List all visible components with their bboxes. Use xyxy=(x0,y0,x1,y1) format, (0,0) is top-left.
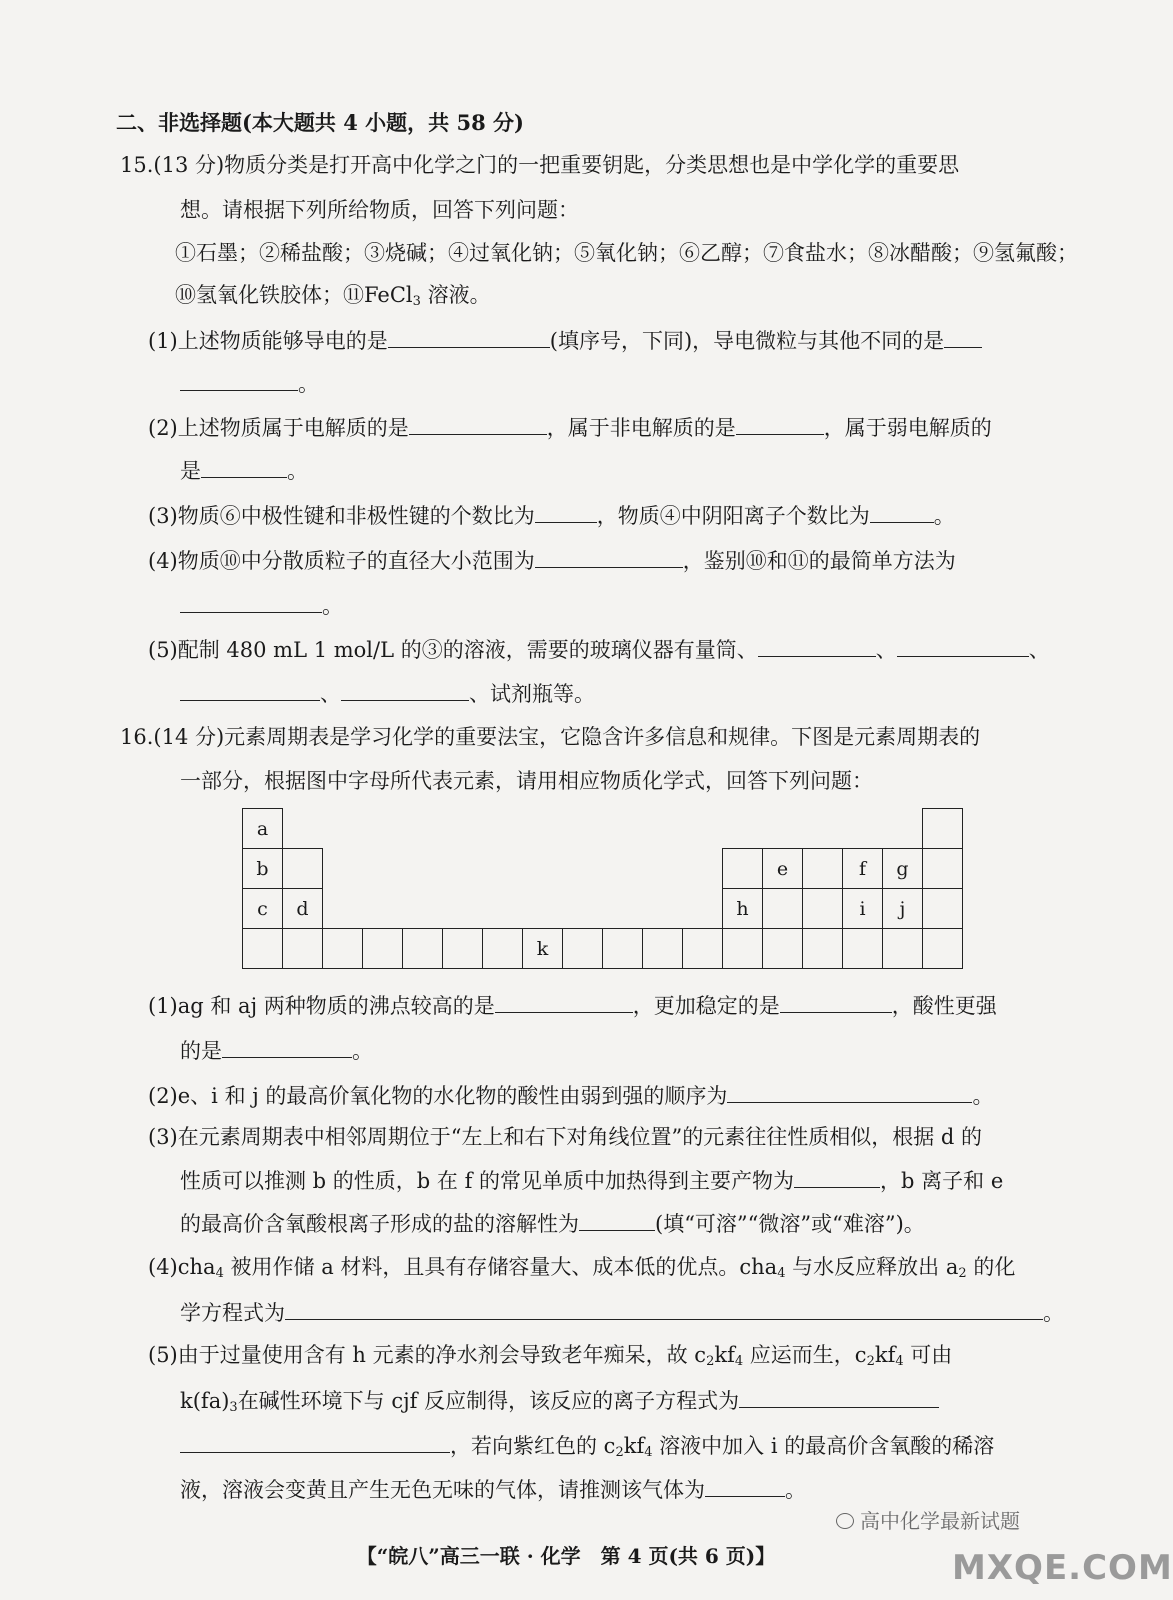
element-cell-c: c xyxy=(243,889,283,929)
q16-part5-cont2: ，若向紫红色的 $c_2kf_4$ 溶液中加入 i 的最高价含氧酸的稀溶 xyxy=(180,1430,994,1461)
q15-part4-cont: 。 xyxy=(180,590,343,621)
answer-blank[interactable] xyxy=(180,590,322,613)
answer-blank[interactable] xyxy=(388,325,550,348)
element-cell xyxy=(603,929,643,969)
answer-blank[interactable] xyxy=(780,990,892,1013)
answer-blank[interactable] xyxy=(180,1430,450,1453)
q16-part5: (5)由于过量使用含有 h 元素的净水剂会导致老年痴呆，故 $c_2kf_4$ 应运而生，$c_2kf_4$ 可由 xyxy=(148,1343,953,1369)
q16-part3: (3)在元素周期表中相邻周期位于“左上和右下对角线位置”的元素往往性质相似，根据 d 的 xyxy=(148,1125,983,1149)
q15-intro-line1: 15.(13 分)物质分类是打开高中化学之门的一把重要钥匙，分类思想也是中学化学的重要思 xyxy=(120,153,960,177)
wechat-icon xyxy=(836,1513,854,1529)
q15-part1: (1)上述物质能够导电的是 (填序号，下同)，导电微粒与其他不同的是 xyxy=(148,325,982,356)
element-cell-f: f xyxy=(843,849,883,889)
q15-part2-cont: 是 。 xyxy=(180,455,308,486)
answer-blank[interactable] xyxy=(495,990,633,1013)
q15-substance-list-line1: ①石墨；②稀盐酸；③烧碱；④过氧化钠；⑤氧化钠；⑥乙醇；⑦食盐水；⑧冰醋酸；⑨氢氟酸； xyxy=(175,241,1078,265)
element-cell xyxy=(843,929,883,969)
element-cell-e: e xyxy=(763,849,803,889)
q16-part5-cont3: 液，溶液会变黄且产生无色无味的气体，请推测该气体为 。 xyxy=(180,1474,806,1505)
element-cell xyxy=(883,929,923,969)
answer-blank[interactable] xyxy=(758,634,876,657)
answer-blank[interactable] xyxy=(705,1474,785,1497)
q16-part4-cont: 学方程式为 。 xyxy=(180,1297,1064,1328)
q15-substance-list-line2: ⑩氢氧化铁胶体；⑪FeCl$_3$ 溶液。 xyxy=(175,283,491,309)
element-cell-i: i xyxy=(843,889,883,929)
element-cell xyxy=(443,929,483,969)
q16-part3-cont1: 性质可以推测 b 的性质，b 在 f 的常见单质中加热得到主要产物为 ，b 离子和 e xyxy=(180,1165,1003,1196)
q15-part1-cont: 。 xyxy=(180,368,319,399)
q15-part5-cont: 、 、试剂瓶等。 xyxy=(180,678,595,709)
answer-blank[interactable] xyxy=(222,1035,352,1058)
element-cell xyxy=(723,929,763,969)
answer-blank[interactable] xyxy=(870,500,934,523)
element-cell xyxy=(403,929,443,969)
element-cell-k: k xyxy=(523,929,563,969)
answer-blank[interactable] xyxy=(944,325,982,348)
page-footer: 【“皖八”高三一联 · 化学 第 4 页(共 6 页)】 xyxy=(356,1544,776,1568)
answer-blank[interactable] xyxy=(535,500,597,523)
element-cell xyxy=(283,929,323,969)
q15-part2: (2)上述物质属于电解质的是 ，属于非电解质的是 ，属于弱电解质的 xyxy=(148,412,992,443)
q16-part4: (4)cha$_4$ 被用作储 a 材料，且具有存储容量大、成本低的优点。cha$_4$ 与水反应释放出 $a_2$ 的化 xyxy=(148,1255,1016,1281)
section-title: 二、非选择题(本大题共 4 小题，共 58 分) xyxy=(116,110,524,135)
q16-part2: (2)e、i 和 j 的最高价氧化物的水化物的酸性由弱到强的顺序为 。 xyxy=(148,1080,993,1111)
answer-blank[interactable] xyxy=(409,412,547,435)
element-cell-b: b xyxy=(243,849,283,889)
answer-blank[interactable] xyxy=(727,1080,972,1103)
q15-part3: (3)物质⑥中极性键和非极性键的个数比为 ，物质④中阴阳离子个数比为 。 xyxy=(148,500,955,531)
answer-blank[interactable] xyxy=(341,678,469,701)
element-cell xyxy=(483,929,523,969)
element-cell-g: g xyxy=(883,849,923,889)
answer-blank[interactable] xyxy=(794,1165,880,1188)
q16-part5-cont1: $k(fa)_3$在碱性环境下与 cjf 反应制得，该反应的离子方程式为 xyxy=(180,1385,939,1416)
element-cell xyxy=(923,809,963,849)
element-cell xyxy=(803,929,843,969)
element-cell xyxy=(763,929,803,969)
element-cell-d: d xyxy=(283,889,323,929)
element-cell xyxy=(923,929,963,969)
answer-blank[interactable] xyxy=(180,678,320,701)
element-cell xyxy=(803,889,843,929)
q15-part4: (4)物质⑩中分散质粒子的直径大小范围为 ，鉴别⑩和⑪的最简单方法为 xyxy=(148,545,956,576)
element-cell xyxy=(923,889,963,929)
q15-part5: (5)配制 480 mL 1 mol/L 的③的溶液，需要的玻璃仪器有量筒、 、 、 xyxy=(148,634,1050,665)
watermark-label: 高中化学最新试题 xyxy=(836,1505,1020,1534)
element-cell xyxy=(563,929,603,969)
q16-part1-cont: 的是 。 xyxy=(180,1035,373,1066)
element-cell xyxy=(643,929,683,969)
answer-blank[interactable] xyxy=(736,412,824,435)
answer-blank[interactable] xyxy=(180,368,298,391)
element-cell xyxy=(923,849,963,889)
element-cell xyxy=(363,929,403,969)
element-cell xyxy=(323,929,363,969)
answer-blank[interactable] xyxy=(535,545,683,568)
element-cell xyxy=(243,929,283,969)
q16-intro-line2: 一部分，根据图中字母所代表元素，请用相应物质化学式，回答下列问题： xyxy=(180,769,873,793)
element-cell-a: a xyxy=(243,809,283,849)
element-cell xyxy=(283,849,323,889)
element-cell-j: j xyxy=(883,889,923,929)
answer-blank[interactable] xyxy=(285,1297,1043,1320)
watermark-site: MXQE.COM xyxy=(952,1548,1173,1588)
element-cell xyxy=(683,929,723,969)
element-cell xyxy=(803,849,843,889)
answer-blank[interactable] xyxy=(739,1385,939,1408)
q16-part1: (1)ag 和 aj 两种物质的沸点较高的是 ，更加稳定的是 ，酸性更强 xyxy=(148,990,997,1021)
answer-blank[interactable] xyxy=(897,634,1029,657)
element-cell xyxy=(763,889,803,929)
element-cell-h: h xyxy=(723,889,763,929)
q16-part3-cont2: 的最高价含氧酸根离子形成的盐的溶解性为 (填“可溶”“微溶”或“难溶”)。 xyxy=(180,1208,925,1239)
answer-blank[interactable] xyxy=(201,455,287,478)
periodic-table-fragment xyxy=(242,808,963,969)
element-cell xyxy=(723,849,763,889)
q15-intro-line2: 想。请根据下列所给物质，回答下列问题： xyxy=(180,198,579,222)
answer-blank[interactable] xyxy=(579,1208,655,1231)
q16-intro-line1: 16.(14 分)元素周期表是学习化学的重要法宝，它隐含许多信息和规律。下图是元素周期表的 xyxy=(120,725,981,749)
